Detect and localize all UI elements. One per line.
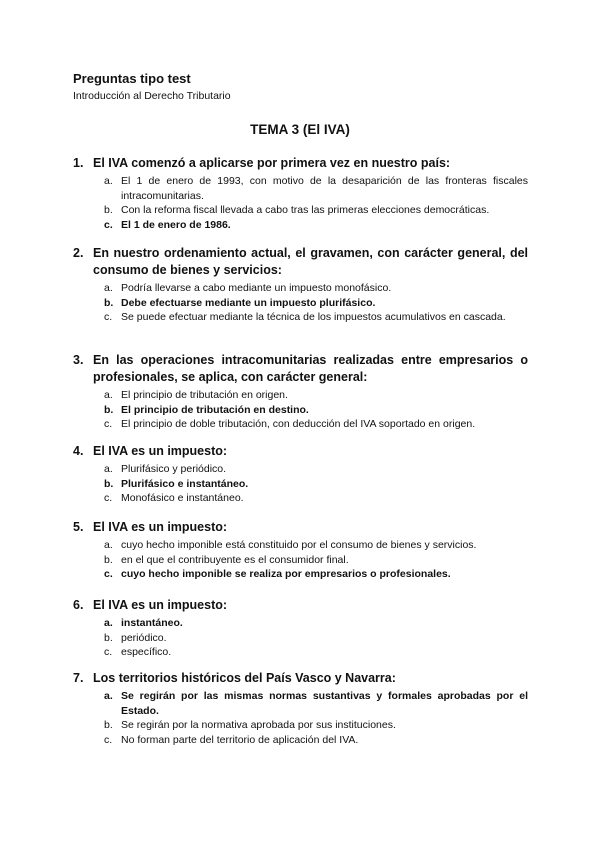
question-number: 5. xyxy=(73,520,84,534)
option-letter: c. xyxy=(104,311,113,323)
option-letter: a. xyxy=(104,463,113,475)
option xyxy=(104,553,528,568)
question-text: El IVA es un impuesto: xyxy=(93,444,228,458)
question-text: El IVA comenzó a aplicarse por primera vez en nuestro país: xyxy=(93,156,451,170)
option xyxy=(104,718,528,733)
option-list xyxy=(73,174,528,232)
option-correct xyxy=(104,296,528,311)
option xyxy=(104,310,528,325)
option xyxy=(104,645,528,660)
question-heading xyxy=(73,443,528,460)
option-letter: b. xyxy=(104,719,113,731)
option-letter: b. xyxy=(104,553,113,566)
section-heading: TEMA 3 (El IVA) xyxy=(250,122,350,137)
option-text: Podría llevarse a cabo mediante un impuesto monofásico. xyxy=(121,282,392,294)
question-number: 7. xyxy=(73,671,84,685)
question-heading xyxy=(73,670,528,687)
question-1 xyxy=(73,155,528,232)
question-number: 6. xyxy=(73,598,84,612)
question-7 xyxy=(73,670,528,747)
question-number: 2. xyxy=(73,246,84,260)
option-correct xyxy=(104,218,528,233)
option-letter: a. xyxy=(104,617,113,629)
option-text: instantáneo. xyxy=(121,617,183,629)
option-text: El 1 de enero de 1993, con motivo de la desaparición de las fronteras fiscales intracomunitarias. xyxy=(121,175,528,202)
option-letter: a. xyxy=(104,539,113,551)
option-correct xyxy=(104,689,528,718)
option-letter: a. xyxy=(104,282,113,294)
question-text: El IVA es un impuesto: xyxy=(93,598,228,612)
option-text: No forman parte del territorio de aplicación del IVA. xyxy=(121,733,359,746)
option-correct xyxy=(104,616,528,631)
option xyxy=(104,733,528,748)
option xyxy=(104,174,528,203)
question-number: 1. xyxy=(73,156,84,170)
question-5 xyxy=(73,519,528,582)
option-letter: c. xyxy=(104,492,113,504)
question-text: En las operaciones intracomunitarias realizadas entre empresarios o profesionales, se aplica, con carácter general: xyxy=(93,353,528,384)
question-6 xyxy=(73,597,528,660)
option xyxy=(104,538,528,553)
option-text: Plurifásico y periódico. xyxy=(121,463,227,475)
option-correct xyxy=(104,403,528,418)
option-letter: c. xyxy=(104,646,113,658)
option-text: periódico. xyxy=(121,631,167,644)
option-letter: b. xyxy=(104,403,114,416)
option-list xyxy=(73,388,528,432)
option-letter: b. xyxy=(104,477,114,490)
option-text: cuyo hecho imponible se realiza por empresarios o profesionales. xyxy=(121,568,451,580)
question-number: 4. xyxy=(73,444,84,458)
option-list xyxy=(73,538,528,582)
option-list xyxy=(73,689,528,747)
question-heading xyxy=(73,352,528,386)
option-letter: a. xyxy=(104,389,113,401)
option-text: Con la reforma fiscal llevada a cabo tras las primeras elecciones democráticas. xyxy=(121,204,490,216)
option-text: El principio de tributación en destino. xyxy=(121,403,309,416)
option-letter: c. xyxy=(104,418,113,430)
option xyxy=(104,203,528,218)
option xyxy=(104,388,528,403)
option-list xyxy=(73,462,528,506)
option-text: El principio de doble tributación, con deducción del IVA soportado en origen. xyxy=(121,418,476,430)
option-letter: a. xyxy=(104,175,113,187)
option-correct xyxy=(104,477,528,492)
option xyxy=(104,631,528,646)
question-heading xyxy=(73,155,528,172)
question-heading xyxy=(73,245,528,279)
question-4 xyxy=(73,443,528,506)
question-text: En nuestro ordenamiento actual, el gravamen, con carácter general, del consumo de bienes y servicios: xyxy=(93,246,528,277)
option xyxy=(104,417,528,432)
question-heading xyxy=(73,519,528,536)
option-text: Se regirán por las mismas normas sustantivas y formales aprobadas por el Estado. xyxy=(121,690,528,717)
option-list xyxy=(73,616,528,660)
question-heading xyxy=(73,597,528,614)
option xyxy=(104,462,528,477)
option-text: El 1 de enero de 1986. xyxy=(121,218,231,231)
question-text: El IVA es un impuesto: xyxy=(93,520,228,534)
option-text: Se puede efectuar mediante la técnica de los impuestos acumulativos en cascada. xyxy=(121,311,506,323)
option-letter: c. xyxy=(104,733,113,746)
option-letter: b. xyxy=(104,631,113,644)
option-letter: b. xyxy=(104,204,113,216)
option-letter: c. xyxy=(104,568,113,580)
option-letter: b. xyxy=(104,296,114,309)
option-text: Debe efectuarse mediante un impuesto plurifásico. xyxy=(121,296,376,309)
option-text: Se regirán por la normativa aprobada por sus instituciones. xyxy=(121,719,396,731)
question-number: 3. xyxy=(73,353,84,367)
option-text: en el que el contribuyente es el consumidor final. xyxy=(121,553,349,566)
question-text: Los territorios históricos del País Vasco y Navarra: xyxy=(93,671,396,685)
option-text: cuyo hecho imponible está constituido por el consumo de bienes y servicios. xyxy=(121,539,477,551)
option-text: específico. xyxy=(121,646,172,658)
option-list xyxy=(73,281,528,325)
option-correct xyxy=(104,567,528,582)
option-text: Plurifásico e instantáneo. xyxy=(121,477,249,490)
option xyxy=(104,281,528,296)
option-letter: a. xyxy=(104,690,113,702)
question-3 xyxy=(73,352,528,432)
option-text: Monofásico e instantáneo. xyxy=(121,492,244,504)
option-text: El principio de tributación en origen. xyxy=(121,389,288,401)
option-letter: c. xyxy=(104,218,113,231)
document-title: Preguntas tipo test xyxy=(73,71,191,86)
document-subtitle: Introducción al Derecho Tributario xyxy=(73,90,231,102)
option xyxy=(104,491,528,506)
question-2 xyxy=(73,245,528,325)
